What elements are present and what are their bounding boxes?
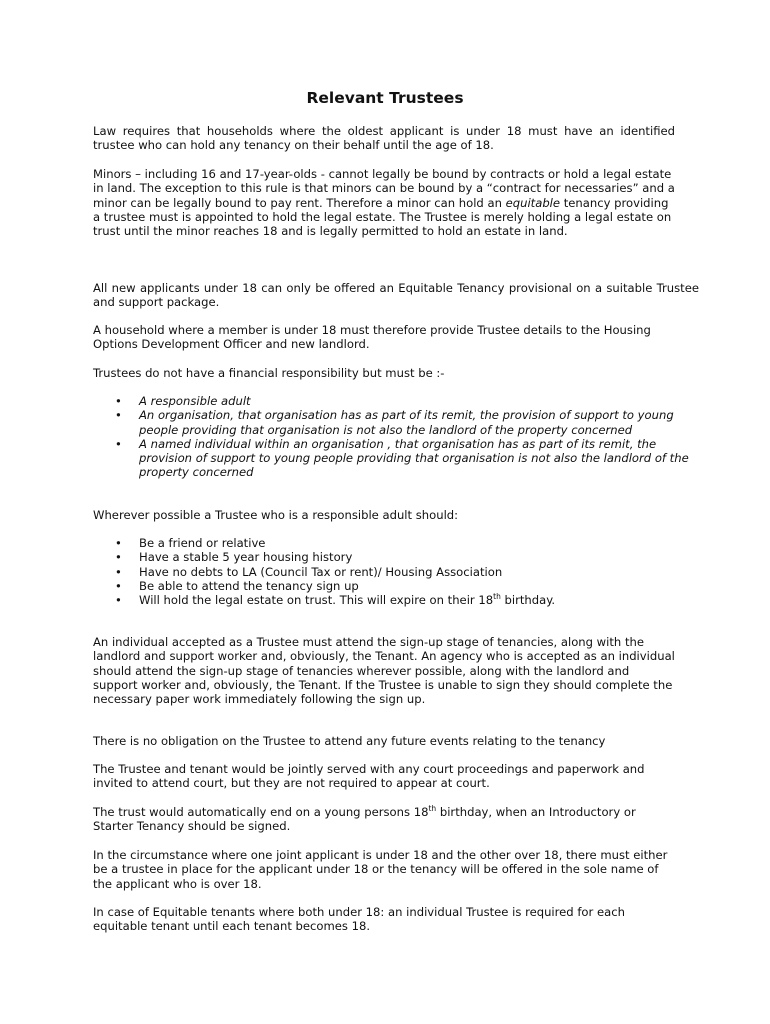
list-item	[93, 408, 693, 437]
list-item	[93, 394, 693, 408]
list-item-text: Be able to attend the tenancy sign up	[139, 578, 359, 593]
list-item-text: A responsible adult	[139, 394, 251, 408]
list-item-text: Be a friend or relative	[139, 536, 266, 550]
list-item-text: An organisation, that organisation has as part of its remit, the provision of support to young people providing that organisation is not also the landlord of the property concerned	[139, 408, 674, 437]
list-item	[93, 579, 693, 593]
minors-text-after: tenancy providing a trustee must is appointed to hold the legal estate. The Trustee is merely holding a legal estate on trust until the minor reaches 18 and is legally permitted to hold an estate in land.	[93, 195, 672, 239]
joint-applicant-paragraph: In the circumstance where one joint applicant is under 18 and the other over 18, there must either be a trustee in place for the applicant under 18 or the tenancy will be offered in the sole name of the applicant who is over 18.	[93, 848, 668, 891]
adult-requirements-list	[93, 536, 693, 607]
list-item	[93, 536, 693, 550]
ordinal-suffix: th	[493, 592, 501, 602]
list-item	[93, 593, 693, 607]
bullet: •	[115, 394, 122, 408]
bullet: •	[115, 536, 122, 550]
no-obligation-paragraph: There is no obligation on the Trustee to attend any future events relating to the tenancy	[93, 734, 606, 748]
list-item	[93, 565, 693, 579]
trustee-types-list	[93, 394, 693, 480]
minors-emphasis: equitable	[505, 195, 561, 210]
list-item-text-before: Will hold the legal estate on trust. This will expire on their 18	[139, 593, 494, 608]
list-item-text: A named individual within an organisation , that organisation has as part of its remit, the provision of support to young people providing that organisation is not also the landlord of the property concerned	[139, 436, 689, 480]
trust-end-paragraph	[93, 805, 675, 834]
trustees-intro-paragraph: Trustees do not have a financial responsibility but must be :-	[93, 366, 445, 380]
bullet: •	[115, 593, 122, 608]
list-item	[93, 550, 693, 564]
court-paragraph: The Trustee and tenant would be jointly served with any court proceedings and paperwork and invited to attend court, but they are not required to appear at court.	[93, 762, 645, 791]
list-item-text-after: birthday.	[500, 593, 556, 608]
minors-text-before: Minors – including 16 and 17-year-olds - cannot legally be bound by contracts or hold a legal estate in land. The exception to this rule is that minors can be bound by a “contract for necessaries” and a minor can be legally bound to pay rent. Therefore a minor can hold an	[93, 167, 675, 210]
bullet: •	[115, 578, 122, 593]
bullet: •	[115, 550, 122, 565]
equitable-tenants-paragraph: In case of Equitable tenants where both under 18: an individual Trustee is required for each equitable tenant until each tenant becomes 18.	[93, 905, 625, 934]
ordinal-suffix: th	[428, 804, 437, 813]
new-applicants-paragraph: All new applicants under 18 can only be offered an Equitable Tenancy provisional on a suitable Trustee and support package.	[93, 281, 699, 310]
bullet: •	[115, 436, 122, 451]
adult-intro-paragraph: Wherever possible a Trustee who is a responsible adult should:	[93, 508, 459, 522]
list-item-text: Have a stable 5 year housing history	[139, 550, 353, 565]
trust-end-text-before: The trust would automatically end on a young persons 18	[93, 805, 429, 819]
intro-paragraph: Law requires that households where the oldest applicant is under 18 must have an identified trustee who can hold any tenancy on their behalf until the age of 18.	[93, 124, 675, 153]
bullet: •	[115, 564, 122, 579]
household-paragraph: A household where a member is under 18 must therefore provide Trustee details to the Housing Options Development Officer and new landlord.	[93, 323, 651, 352]
page-title: Relevant Trustees	[306, 89, 464, 107]
list-item-text: Have no debts to LA (Council Tax or rent)/ Housing Association	[139, 564, 503, 579]
signup-paragraph: An individual accepted as a Trustee must attend the sign-up stage of tenancies, along with the landlord and support worker and, obviously, the Tenant. An agency who is accepted as an individual should attend the sign-up stage of tenancies wherever possible, along with the landlord and support worker and, obviously, the Tenant. If the Trustee is unable to sign they should complete the necessary paper work immediately following the sign up.	[93, 635, 675, 707]
list-item	[93, 437, 693, 480]
minors-paragraph	[93, 167, 675, 238]
trust-end-text-after: birthday, when an Introductory or Starter Tenancy should be signed.	[93, 805, 636, 834]
bullet: •	[115, 408, 122, 423]
